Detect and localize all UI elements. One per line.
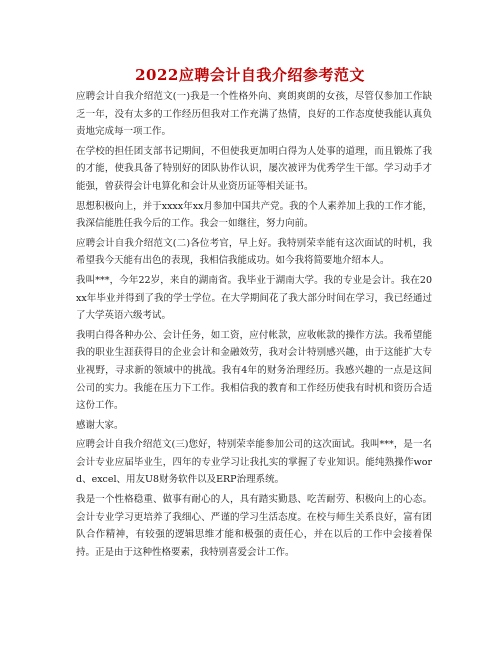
paragraph: 思想积极向上，并于xxxx年xx月参加中国共产党。我的个人素养加上我的工作才能，我深信能胜任我今后的工作。我会一如继往，努力向前。 bbox=[76, 200, 432, 230]
paragraph: 我是一个性格稳重、做事有耐心的人，具有踏实勤恳、吃苦耐劳、积极向上的心态。会计专业学习更培养了我细心、严谨的学习生活态度。在校与师生关系良好，富有团队合作精神，有较强的逻辑思维才能和极强的责任心，并在以后的工作中会接着保持。正是由于这种性格要素，我特别喜爱会计工作。 bbox=[76, 494, 432, 558]
document-body bbox=[76, 88, 432, 563]
paragraph: 在学校的担任团支部书记期间，不但使我更加明白得为人处事的道理，而且锻炼了我的才能，使我具备了特别好的团队协作认识，屡次被评为优秀学生干部。学习动手才能强，曾获得会计电算化和会计从业资历证等相关证书。 bbox=[76, 145, 432, 192]
paragraph: 应聘会计自我介绍范文(一)我是一个性格外向、爽朗爽朗的女孩，尽管仅参加工作缺乏一年，没有太多的工作经历但我对工作充满了热情，良好的工作态度使我能认真负责地完成每一项工作。 bbox=[76, 91, 432, 138]
paragraph: 我叫***，今年22岁，来自的湖南省。我毕业于湖南大学。我的专业是会计。我在20xx年毕业并得到了我的学士学位。在大学期间花了我大部分时间在学习，我已经通过了大学英语六级考试。 bbox=[76, 274, 432, 322]
paragraph: 应聘会计自我介绍范文(二)各位考官，早上好。我特别荣幸能有这次面试的时机，我希望我今天能有出色的表现，我相信我能成功。如今我将简要地介绍本人。 bbox=[76, 237, 432, 267]
paragraph: 我明白得各种办公、会计任务，如工资，应付帐款，应收帐款的操作方法。我希望能我的职业生涯获得目的企业会计和金融效劳，我对会计特别感兴趣，由于这能扩大专业视野，寻求新的领域中的挑战。我有4年的财务治理经历。我感兴趣的一点是这间公司的实力。我能在压力下工作。我相信我的教育和工作经历使我有时机和资历合适这份工作。 bbox=[76, 329, 432, 412]
paragraph: 感谢大家。 bbox=[76, 419, 124, 431]
document-title: 2022应聘会计自我介绍参考范文 bbox=[135, 66, 365, 84]
paragraph: 应聘会计自我介绍范文(三)您好，特别荣幸能参加公司的这次面试。我叫***，是一名会计专业应届毕业生，四年的专业学习让我扎实的掌握了专业知识。能纯熟操作word、excel、用友U8财务软件以及ERP治理系统。 bbox=[76, 439, 432, 486]
